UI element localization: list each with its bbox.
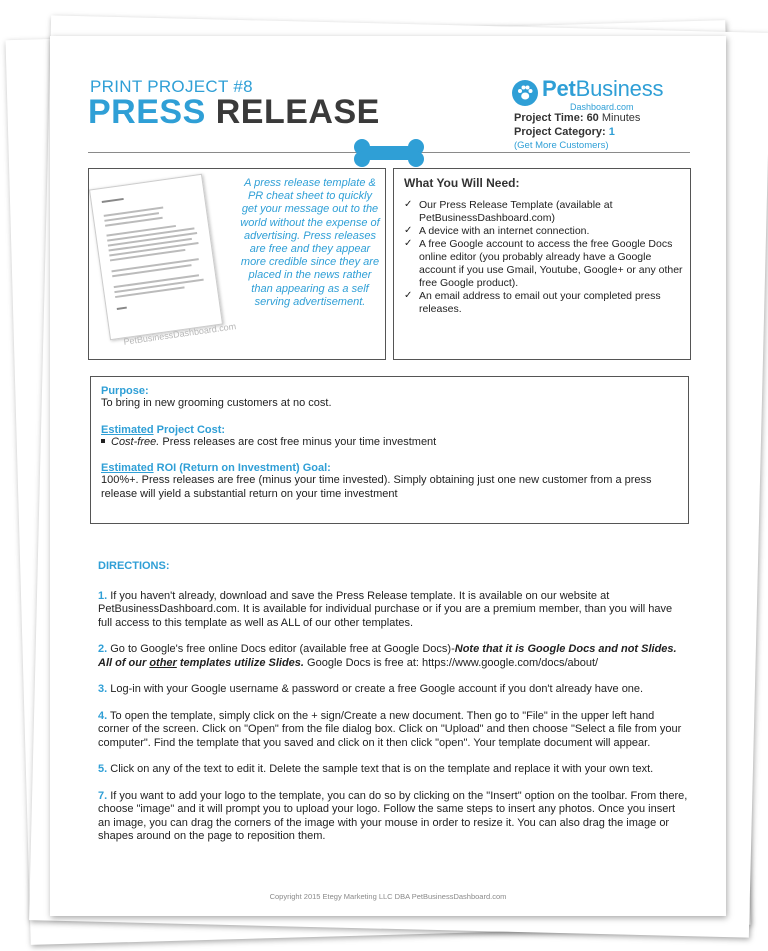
requirements-list bbox=[404, 199, 684, 316]
direction-step bbox=[98, 790, 688, 844]
list-item-text: An email address to email out your completed press releases. bbox=[419, 290, 661, 315]
paw-icon bbox=[512, 80, 538, 106]
step-text: To open the template, simply click on the + sign/Create a new document. Then go to "File" in the upper left hand corner of the screen. Click on "Open" from the file dialog box. Click on "Upload" and then choose "Select a file from your computer". Find the template that you saved and click on it then click "open". Your template document will appear. bbox=[98, 709, 682, 749]
step-number: 1. bbox=[98, 589, 108, 602]
brand-logo bbox=[512, 74, 712, 114]
check-icon: ✓ bbox=[404, 199, 413, 210]
project-meta bbox=[514, 111, 640, 153]
thumbnail-caption: PetBusinessDashboard.com bbox=[122, 321, 237, 347]
step-text-end: Google Docs is free at: https://www.google.com/docs/about/ bbox=[303, 656, 599, 669]
check-icon: ✓ bbox=[404, 225, 413, 237]
directions-section bbox=[98, 560, 688, 857]
list-item bbox=[404, 290, 684, 316]
purpose-heading: Purpose: bbox=[101, 385, 149, 397]
brand-subtitle: Dashboard.com bbox=[570, 102, 634, 112]
directions-heading: DIRECTIONS: bbox=[98, 560, 170, 572]
project-eyebrow: PRINT PROJECT #8 bbox=[90, 77, 253, 96]
brand-name-part1: Pet bbox=[542, 76, 576, 101]
brand-name bbox=[542, 76, 663, 102]
roi-heading-underlined: Estimated bbox=[101, 462, 154, 474]
step-text: Log-in with your Google username & password or create a free Google account if you don't already have one. bbox=[107, 683, 644, 695]
step-number: 2. bbox=[98, 643, 108, 655]
cost-bullet bbox=[101, 436, 677, 450]
list-item-text: A device with an internet connection. bbox=[419, 225, 590, 238]
copyright-footer: Copyright 2015 Etegy Marketing LLC DBA PetBusinessDashboard.com bbox=[269, 892, 507, 901]
step-number: 7. bbox=[98, 789, 108, 802]
step-text: Click on any of the text to edit it. Delete the sample text that is on the template and replace it with your own text. bbox=[107, 763, 654, 775]
list-item bbox=[404, 225, 684, 238]
list-item bbox=[404, 238, 684, 289]
roi-heading-rest: ROI (Return on Investment) Goal: bbox=[153, 462, 331, 474]
check-icon: ✓ bbox=[404, 238, 413, 250]
requirements-title: What You Will Need: bbox=[404, 176, 520, 190]
list-item bbox=[404, 199, 684, 225]
step-text: Go to Google's free online Docs editor (available free at Google Docs)- bbox=[107, 643, 455, 655]
cost-heading-underlined: Estimated bbox=[101, 423, 154, 436]
direction-step bbox=[98, 683, 688, 697]
requirements-box bbox=[393, 168, 691, 360]
direction-step bbox=[98, 710, 688, 751]
step-number: 5. bbox=[98, 763, 108, 775]
list-item-text: A free Google account to access the free Google Docs online editor (you probably already have a Google account if you use Gmail, Youtube, Google+ or any other free Google product). bbox=[419, 238, 683, 289]
step-text: If you want to add your logo to the template, you can do so by clicking on the "Insert" option on the toolbar. From there, choose "image" and it will prompt you to upload your logo. Follow the same steps to insert any photos. Once you insert an image, you can drag the corners of the image with your mouse in order to resize it. You can also drag the image or shapes around on the page to reposition them. bbox=[98, 789, 688, 842]
get-more-customers-link[interactable]: (Get More Customers) bbox=[514, 140, 609, 151]
step-note-end: templates utilize Slides. bbox=[176, 656, 304, 669]
step-note-underlined: other bbox=[149, 656, 177, 669]
check-icon: ✓ bbox=[404, 290, 413, 302]
intro-blurb: A press release template & PR cheat sheet to quickly get your message out to the world without the expense of advertising. Press releases are free and they appear more credible since they are placed in the news rather than appearing as a self serving advertisement. bbox=[240, 177, 380, 308]
title-word-2: RELEASE bbox=[215, 93, 380, 131]
purpose-text: To bring in new grooming customers at no cost. bbox=[101, 397, 332, 409]
template-thumbnail bbox=[89, 174, 223, 340]
intro-box bbox=[88, 168, 386, 360]
project-time bbox=[514, 111, 640, 125]
step-note: Note that it is Google Docs and not Slides. All of our bbox=[98, 643, 677, 669]
roi-heading bbox=[101, 462, 677, 474]
roi-text: 100%+. Press releases are free (minus your time invested). Simply obtaining just one new customer from a press release will yield a substantial return on your time investment bbox=[101, 474, 652, 500]
time-value: 60 bbox=[586, 112, 599, 124]
direction-step bbox=[98, 590, 688, 631]
document-page bbox=[50, 36, 726, 916]
project-category bbox=[514, 125, 640, 139]
category-value: 1 bbox=[608, 126, 615, 138]
direction-step bbox=[98, 763, 688, 777]
step-text: If you haven't already, download and save the Press Release template. It is available on our website at PetBusinessDashboard.com. It is available for individual purchase or if you are a premium member, than you will have full access to this template as well as ALL of our other templates. bbox=[98, 589, 673, 629]
time-label: Project Time: bbox=[514, 112, 584, 124]
step-number: 4. bbox=[98, 709, 108, 722]
cost-heading-rest: Project Cost: bbox=[153, 423, 226, 436]
step-number: 3. bbox=[98, 683, 108, 695]
cost-bullet-text: Press releases are cost free minus your time investment bbox=[159, 435, 437, 448]
bullet-icon bbox=[101, 439, 105, 443]
direction-step bbox=[98, 643, 688, 670]
title-word-1: PRESS bbox=[88, 93, 206, 131]
cost-bullet-italic: Cost-free. bbox=[111, 435, 160, 448]
page-title bbox=[88, 93, 380, 132]
category-label: Project Category: bbox=[514, 126, 606, 138]
dog-bone-icon bbox=[352, 138, 426, 168]
brand-name-part2: Business bbox=[575, 76, 664, 101]
time-unit: Minutes bbox=[601, 112, 641, 124]
cost-heading bbox=[101, 424, 677, 436]
purpose-box bbox=[90, 376, 689, 524]
list-item-text: Our Press Release Template (available at PetBusinessDashboard.com) bbox=[419, 199, 613, 224]
